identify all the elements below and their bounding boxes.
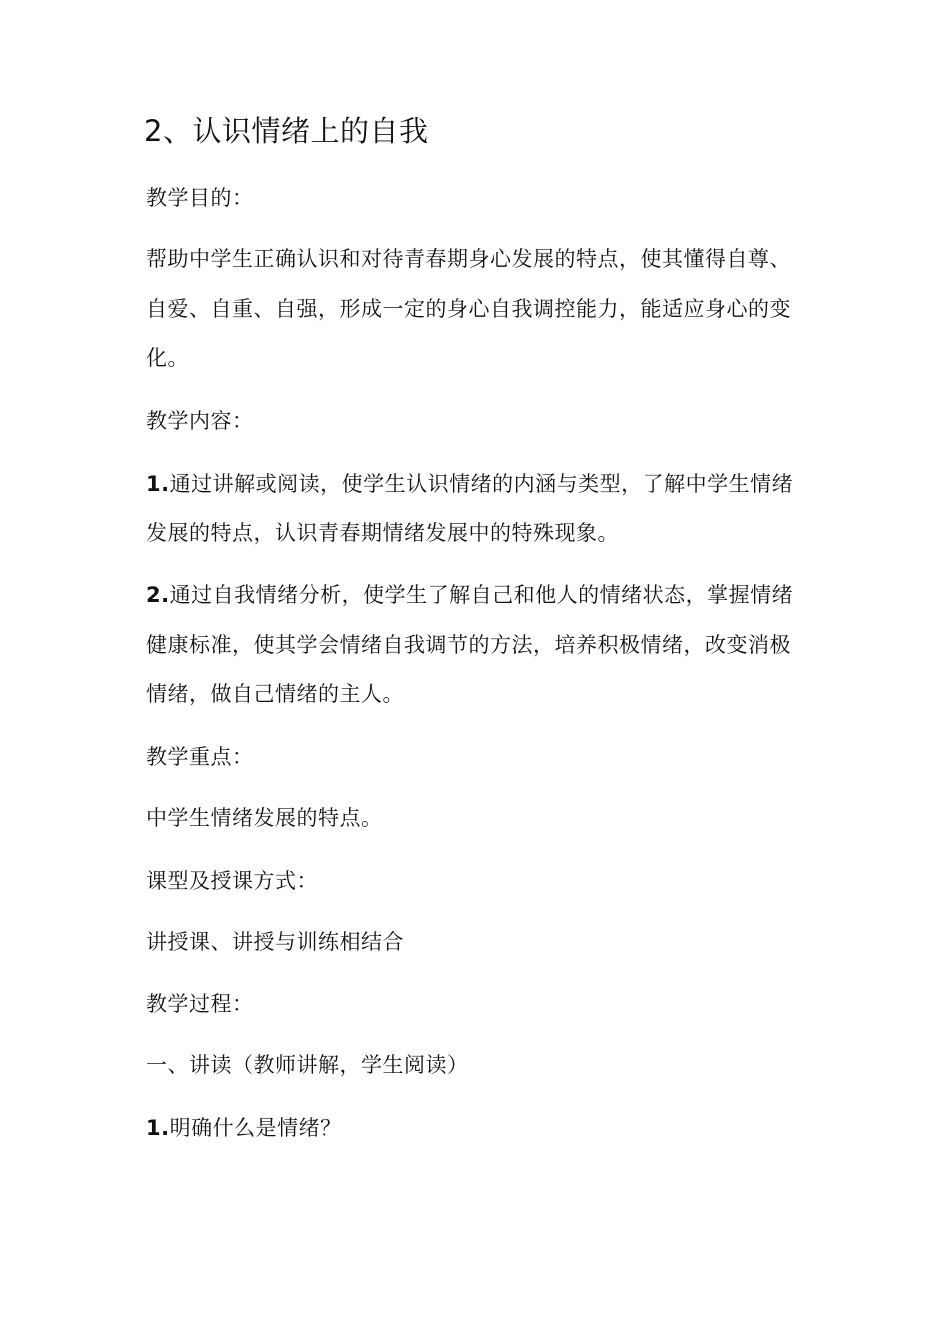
section-one-heading: 一、讲读（教师讲解，学生阅读） xyxy=(146,1053,469,1077)
keypoint-heading: 教学重点： xyxy=(146,745,254,769)
lesson-type-heading: 课型及授课方式： xyxy=(146,869,318,893)
item-text: 通过讲解或阅读，使学生认识情绪的内涵与类型，了解中学生情绪 xyxy=(169,472,794,496)
content-item-2-line-1 xyxy=(146,581,816,609)
objective-heading: 教学目的： xyxy=(146,186,254,210)
item-number: 2. xyxy=(146,583,170,607)
content-item-2-line-3: 情绪，做自己情绪的主人。 xyxy=(146,682,404,706)
keypoint-text: 中学生情绪发展的特点。 xyxy=(146,806,383,830)
content-heading: 教学内容： xyxy=(146,409,254,433)
objective-line-3: 化。 xyxy=(146,346,189,370)
item-text: 明确什么是情绪？ xyxy=(169,1116,342,1140)
item-number: 1. xyxy=(146,1116,170,1140)
question-1 xyxy=(146,1114,816,1142)
objective-line-2: 自爱、自重、自强，形成一定的身心自我调控能力，能适应身心的变 xyxy=(146,297,791,321)
process-heading: 教学过程： xyxy=(146,992,254,1016)
document-title: 2、认识情绪上的自我 xyxy=(144,114,429,148)
item-number: 1. xyxy=(146,472,170,496)
content-item-2-line-2: 健康标准，使其学会情绪自我调节的方法，培养积极情绪，改变消极 xyxy=(146,633,791,657)
objective-line-1: 帮助中学生正确认识和对待青春期身心发展的特点，使其懂得自尊、 xyxy=(146,247,791,271)
content-item-1-line-2: 发展的特点，认识青春期情绪发展中的特殊现象。 xyxy=(146,521,619,545)
lesson-type-text: 讲授课、讲授与训练相结合 xyxy=(146,930,404,954)
content-item-1-line-1 xyxy=(146,470,816,498)
item-text: 通过自我情绪分析，使学生了解自己和他人的情绪状态，掌握情绪 xyxy=(169,583,794,607)
